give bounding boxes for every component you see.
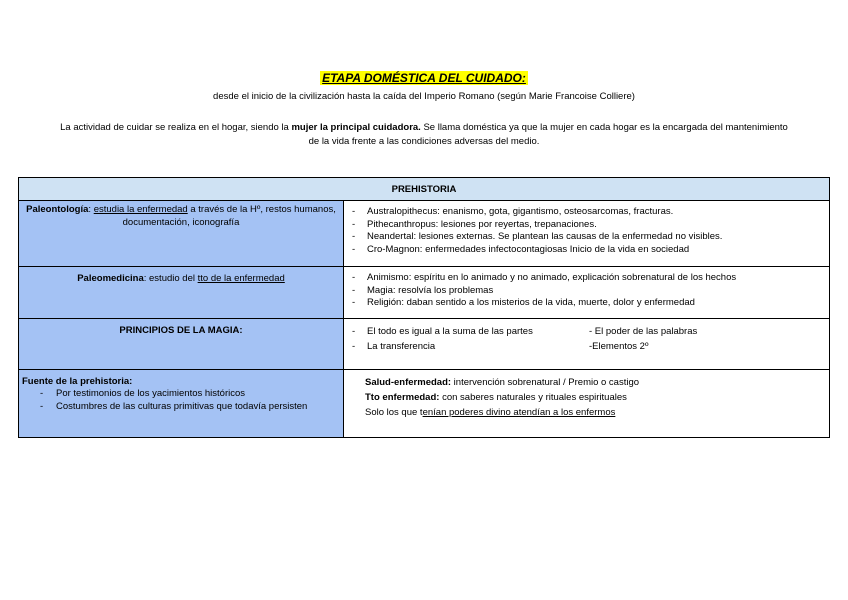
paleomedicina-list	[348, 272, 825, 310]
magia-list-cell	[344, 319, 830, 370]
magia-row-1	[367, 324, 825, 339]
intro-text-bold: mujer la principal cuidadora.	[291, 122, 421, 133]
table-header-row	[19, 178, 830, 201]
solo-text-a: Solo los que t	[365, 407, 423, 418]
table-row-fuente	[19, 370, 830, 438]
salud-term: Salud-enfermedad:	[365, 377, 452, 388]
magia-cell	[19, 319, 344, 370]
paleontologia-cell	[19, 201, 344, 267]
paleomedicina-term: Paleomedicina	[77, 273, 144, 284]
list-item: - Pithecanthropus: lesiones por reyertas, trepanaciones.	[348, 219, 825, 232]
paleomedicina-rest: : estudio del	[143, 273, 198, 284]
list-item: - Costumbres de las culturas primitivas que todavía persisten	[22, 401, 339, 414]
salud-line	[365, 375, 825, 390]
intro-text-c: Se llama doméstica ya que la mujer en cada hogar es la encargada del mantenimiento de la vida frente a las condiciones adversas del medio.	[308, 122, 788, 147]
paleontologia-rest: a través de la Hº, restos humanos, documentación, iconografía	[122, 204, 336, 228]
table-row-paleontologia	[19, 201, 830, 267]
solo-text-b: enían poderes divino atendían a los enfermos	[422, 407, 616, 418]
fuente-term-wrap	[22, 372, 339, 388]
prehistoria-table	[18, 177, 830, 438]
magia-text	[23, 321, 339, 337]
intro-text-a: La actividad de cuidar se realiza en el hogar, siendo la	[60, 122, 292, 133]
paleontologia-list	[348, 206, 825, 256]
list-item: - Cro-Magnon: enfermedades infectocontagiosas Inicio de la vida en sociedad	[348, 244, 825, 257]
document-subtitle: desde el inicio de la civilización hasta la caída del Imperio Romano (según Marie Francoise Colliere)	[213, 91, 635, 102]
list-item: - Australopithecus: enanismo, gota, gigantismo, osteosarcomas, fracturas.	[348, 206, 825, 219]
list-item: - Neandertal: lesiones externas. Se plantean las causas de la enfermedad no visibles.	[348, 231, 825, 244]
intro-paragraph	[60, 121, 788, 149]
list-item: - Religión: daban sentido a los misterios de la vida, muerte, dolor y enfermedad	[348, 297, 825, 310]
document-title	[0, 71, 848, 85]
fuente-detail-cell	[344, 370, 830, 438]
paleomedicina-text	[23, 269, 339, 285]
paleontologia-term: Paleontología	[26, 204, 89, 215]
magia-row1-b: - El poder de las palabras	[589, 326, 698, 337]
magia-row-2	[367, 339, 825, 354]
magia-row2-a: - La transferencia	[367, 341, 436, 352]
magia-row2-b: -Elementos 2º	[589, 341, 649, 352]
solo-line	[365, 405, 825, 420]
title-text: ETAPA DOMÉSTICA DEL CUIDADO:	[322, 71, 526, 85]
magia-term: PRINCIPIOS DE LA MAGIA:	[119, 325, 243, 336]
list-item	[348, 324, 825, 339]
table-row-paleomedicina	[19, 267, 830, 319]
list-item: - Magia: resolvía los problemas	[348, 285, 825, 298]
list-item	[348, 339, 825, 354]
magia-row1-a: - El todo es igual a la suma de las partes	[367, 326, 533, 337]
paleontologia-text	[23, 203, 339, 229]
paleontologia-list-cell	[344, 201, 830, 267]
table-heading: PREHISTORIA	[19, 178, 830, 201]
list-item: - Animismo: espíritu en lo animado y no animado, explicación sobrenatural de los hechos	[348, 272, 825, 285]
fuente-term: Fuente de la prehistoria:	[22, 376, 133, 387]
table-row-magia	[19, 319, 830, 370]
paleomedicina-link: tto de la enfermedad	[197, 273, 285, 284]
paleomedicina-list-cell	[344, 267, 830, 319]
magia-list	[348, 324, 825, 354]
tto-line	[365, 390, 825, 405]
paleontologia-link: estudia la enfermedad	[93, 204, 188, 215]
fuente-cell	[19, 370, 344, 438]
tto-term: Tto enfermedad:	[365, 392, 440, 403]
fuente-list	[22, 388, 339, 413]
paleomedicina-cell	[19, 267, 344, 319]
salud-text: intervención sobrenatural / Premio o castigo	[451, 377, 640, 388]
tto-text: con saberes naturales y rituales espirituales	[439, 392, 627, 403]
paleontologia-sep: :	[88, 204, 94, 215]
list-item: - Por testimonios de los yacimientos históricos	[22, 388, 339, 401]
